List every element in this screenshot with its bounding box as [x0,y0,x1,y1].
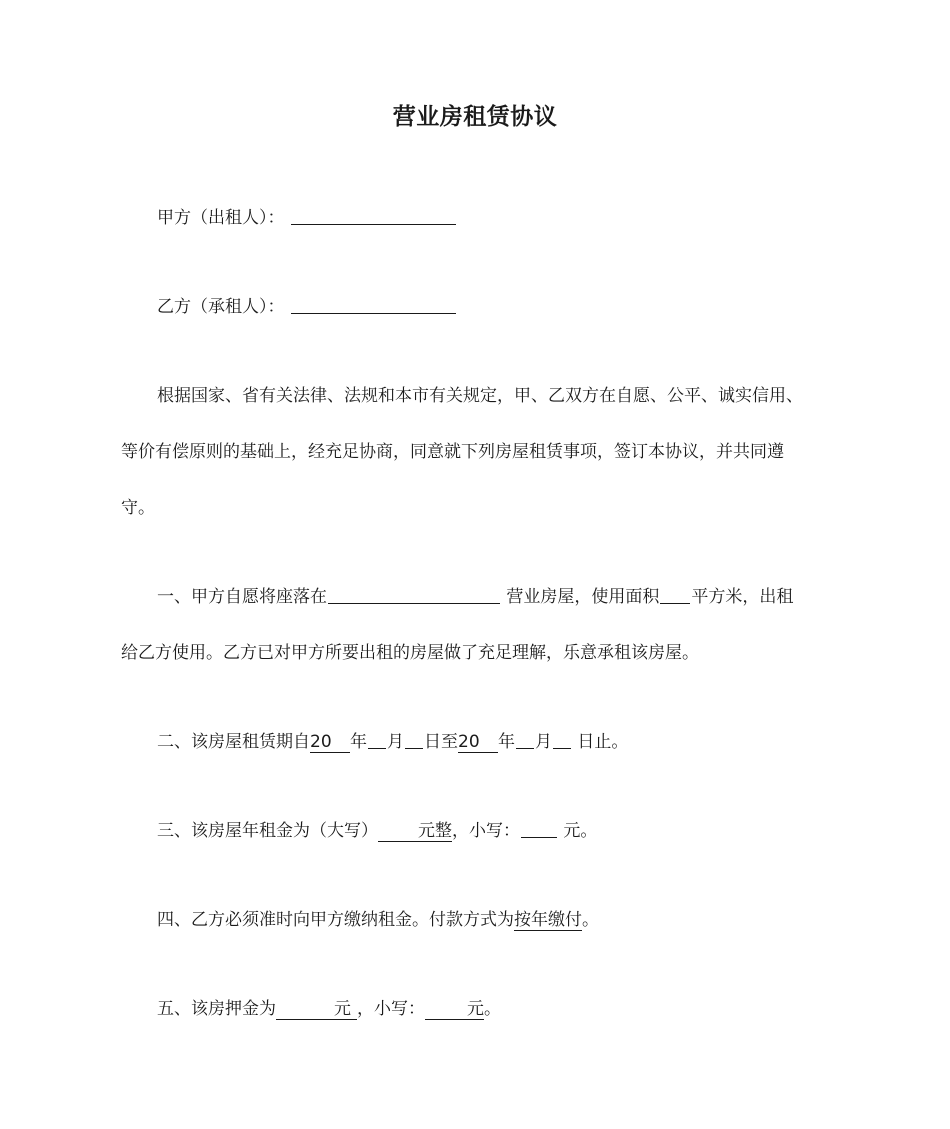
clause-1-line-2: 给乙方使用。乙方已对甲方所要出租的房屋做了充足理解，乐意承租该房屋。 [121,643,699,663]
party-a-label: 甲方（出租人）： [157,208,285,228]
party-b-line [157,295,847,319]
clause-4-line [157,908,847,932]
clause-2-line [157,730,847,754]
clause-5-upper-amount-blank [276,999,357,1020]
clause-5-lower-amount-blank [425,999,484,1020]
clause-3-lower-amount-blank [521,820,557,838]
clause-3-text-a: 三、该房屋年租金为（大写） [157,821,378,841]
clause-1-area-blank [660,586,690,604]
document-title: 营业房租赁协议 [392,104,558,130]
clause-2-year-label-2: 年 [498,732,515,752]
clause-3-text-b: ，小写： [452,821,520,841]
clause-4-end: 。 [582,910,599,930]
clause-1-line-1 [157,585,847,609]
clause-2-month-label: 月 [387,732,404,752]
clause-5-text-a: 五、该房押金为 [157,999,276,1019]
clause-4-payment-method: 按年缴付 [514,910,582,930]
clause-2-text-a: 二、该房屋租赁期自 [157,732,310,752]
clause-1-text-c: 平方米，出租 [691,587,794,607]
clause-4-text-a: 四、乙方必须准时向甲方缴纳租金。付款方式为 [157,910,514,930]
clause-1-text-a: 一、甲方自愿将座落在 [157,587,327,607]
clause-3-upper-unit: 元整 [418,821,452,841]
clause-2-end-month-blank [516,731,534,749]
clause-2-month-label-2: 月 [535,732,552,752]
clause-1-text-b: 营业房屋，使用面积 [506,587,660,607]
clause-5-text-b: ，小写： [357,999,425,1019]
clause-2-year-label: 年 [350,732,367,752]
clause-3-lower-unit: 元。 [563,821,598,841]
clause-5-end: 。 [484,999,501,1019]
clause-5-upper-unit: 元 [334,999,351,1019]
party-a-blank [291,207,456,225]
clause-2-end: 日止。 [577,732,629,752]
clause-2-day-to: 日至 [424,732,458,752]
clause-2-end-year-blank: 20 [458,732,498,753]
clause-5-line [157,997,847,1021]
intro-line-3: 守。 [121,498,155,518]
clause-2-start-year-blank: 20 [310,732,350,753]
clause-1-location-blank [328,586,500,604]
clause-5-lower-unit: 元 [467,999,484,1019]
clause-2-end-day-blank [553,731,571,749]
clause-2-start-day-blank [405,731,423,749]
party-b-blank [291,296,456,314]
party-b-label: 乙方（承租人）： [157,297,285,317]
intro-line-1: 根据国家、省有关法律、法规和本市有关规定，甲、乙双方在自愿、公平、诚实信用、 [157,386,803,406]
party-a-line [157,206,847,230]
intro-line-2: 等价有偿原则的基础上，经充足协商，同意就下列房屋租赁事项，签订本协议，并共同遵 [121,442,784,462]
clause-3-line [157,819,847,843]
clause-3-upper-amount-blank [378,821,452,842]
clause-2-start-month-blank [368,731,386,749]
